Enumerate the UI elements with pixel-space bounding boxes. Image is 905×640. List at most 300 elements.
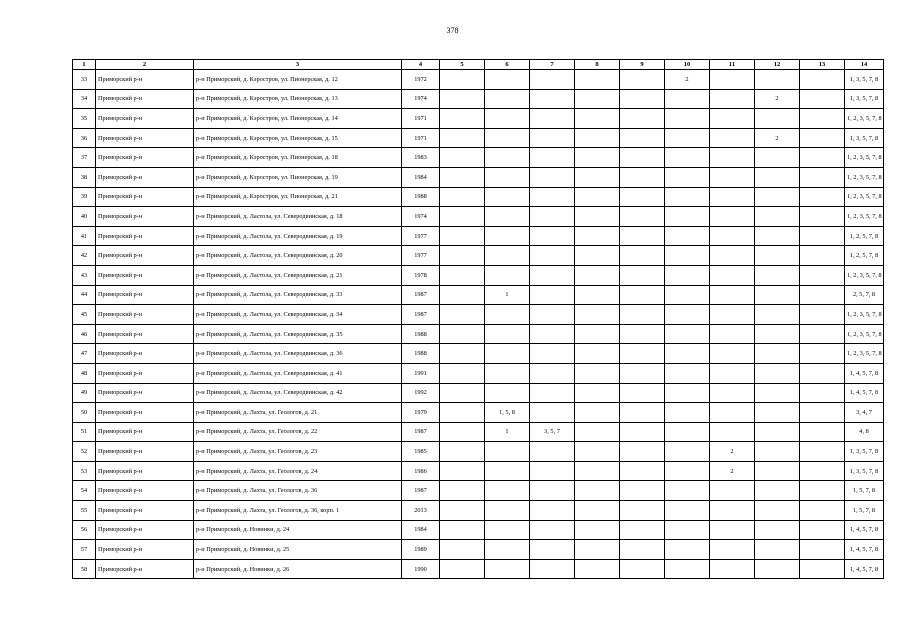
column-header-5: 5 [440, 60, 485, 70]
table-cell-col-9 [620, 89, 665, 109]
table-cell-col-8 [575, 559, 620, 579]
table-cell-col-11: 2 [710, 442, 755, 462]
table-cell-col-12 [755, 70, 800, 90]
table-cell-col-3: р-н Приморский, д. Ластола, ул. Северодвинская, д. 20 [194, 246, 402, 266]
table-cell-col-12 [755, 383, 800, 403]
table-cell-col-13 [800, 246, 845, 266]
table-cell-col-7 [530, 89, 575, 109]
table-cell-col-13 [800, 265, 845, 285]
table-cell-col-3: р-н Приморский, д. Новинки, д. 24 [194, 520, 402, 540]
table-cell-col-12 [755, 187, 800, 207]
table-row [73, 285, 884, 305]
table-cell-col-6 [485, 442, 530, 462]
table-cell-col-10 [665, 89, 710, 109]
table-cell-col-8 [575, 128, 620, 148]
table-cell-col-4: 1971 [402, 128, 440, 148]
table-cell-col-8 [575, 187, 620, 207]
table-cell-col-1: 53 [73, 461, 96, 481]
table-row [73, 383, 884, 403]
table-cell-col-9 [620, 422, 665, 442]
column-header-14: 14 [845, 60, 884, 70]
table-cell-col-5 [440, 265, 485, 285]
table-cell-col-7 [530, 461, 575, 481]
table-row [73, 109, 884, 129]
table-cell-col-5 [440, 246, 485, 266]
table-cell-col-9 [620, 520, 665, 540]
table-cell-col-3: р-н Приморский, д. Лахта, ул. Геологов, д. 21 [194, 403, 402, 423]
table-cell-col-1: 50 [73, 403, 96, 423]
table-cell-col-6 [485, 501, 530, 521]
table-cell-col-10 [665, 344, 710, 364]
table-cell-col-8 [575, 226, 620, 246]
table-cell-col-11 [710, 363, 755, 383]
table-cell-col-14: 1, 2, 3, 5, 7, 8 [845, 265, 884, 285]
table-cell-col-8 [575, 461, 620, 481]
table-cell-col-13 [800, 422, 845, 442]
table-cell-col-11 [710, 481, 755, 501]
table-cell-col-7 [530, 207, 575, 227]
table-cell-col-13 [800, 167, 845, 187]
table-cell-col-5 [440, 167, 485, 187]
table-cell-col-1: 58 [73, 559, 96, 579]
table-cell-col-9 [620, 246, 665, 266]
table-cell-col-1: 37 [73, 148, 96, 168]
table-cell-col-11 [710, 383, 755, 403]
table-cell-col-2: Приморский р-н [96, 128, 194, 148]
table-cell-col-5 [440, 461, 485, 481]
table-cell-col-6 [485, 128, 530, 148]
table-row [73, 246, 884, 266]
table-cell-col-5 [440, 207, 485, 227]
table-cell-col-2: Приморский р-н [96, 109, 194, 129]
table-cell-col-4: 1985 [402, 442, 440, 462]
table-cell-col-12 [755, 481, 800, 501]
table-cell-col-10 [665, 187, 710, 207]
table-cell-col-12: 2 [755, 89, 800, 109]
table-cell-col-7 [530, 324, 575, 344]
table-cell-col-5 [440, 305, 485, 325]
table-cell-col-11 [710, 89, 755, 109]
table-cell-col-10 [665, 422, 710, 442]
table-cell-col-1: 48 [73, 363, 96, 383]
table-cell-col-1: 45 [73, 305, 96, 325]
table-cell-col-14: 1, 3, 5, 7, 8 [845, 128, 884, 148]
table-cell-col-4: 1990 [402, 559, 440, 579]
table-cell-col-6 [485, 559, 530, 579]
table-cell-col-7 [530, 246, 575, 266]
table-cell-col-12 [755, 344, 800, 364]
table-row [73, 442, 884, 462]
table-cell-col-13 [800, 559, 845, 579]
table-cell-col-9 [620, 207, 665, 227]
table-cell-col-4: 1987 [402, 285, 440, 305]
housing-table [72, 59, 884, 579]
table-cell-col-14: 1, 5, 7, 8 [845, 501, 884, 521]
table-cell-col-1: 52 [73, 442, 96, 462]
table-cell-col-10 [665, 403, 710, 423]
table-cell-col-11 [710, 285, 755, 305]
table-row [73, 128, 884, 148]
table-cell-col-12 [755, 324, 800, 344]
table-cell-col-8 [575, 89, 620, 109]
table-cell-col-8 [575, 422, 620, 442]
column-header-2: 2 [96, 60, 194, 70]
table-cell-col-12 [755, 461, 800, 481]
table-cell-col-9 [620, 148, 665, 168]
table-cell-col-8 [575, 442, 620, 462]
table-cell-col-7 [530, 403, 575, 423]
table-cell-col-3: р-н Приморский, д. Ластола, ул. Северодвинская, д. 33 [194, 285, 402, 305]
table-cell-col-1: 49 [73, 383, 96, 403]
table-cell-col-3: р-н Приморский, д. Лахта, ул. Геологов, д. 22 [194, 422, 402, 442]
table-cell-col-3: р-н Приморский, д. Ластола, ул. Северодвинская, д. 19 [194, 226, 402, 246]
table-cell-col-8 [575, 109, 620, 129]
table-cell-col-2: Приморский р-н [96, 148, 194, 168]
table-cell-col-3: р-н Приморский, д. Ластола, ул. Северодвинская, д. 35 [194, 324, 402, 344]
table-cell-col-11 [710, 403, 755, 423]
table-cell-col-14: 1, 4, 5, 7, 8 [845, 383, 884, 403]
table-cell-col-3: р-н Приморский, д. Ластола, ул. Северодвинская, д. 34 [194, 305, 402, 325]
table-cell-col-2: Приморский р-н [96, 363, 194, 383]
table-cell-col-5 [440, 520, 485, 540]
table-cell-col-4: 1983 [402, 148, 440, 168]
table-cell-col-5 [440, 187, 485, 207]
table-cell-col-1: 43 [73, 265, 96, 285]
table-cell-col-10 [665, 520, 710, 540]
table-row [73, 363, 884, 383]
table-cell-col-10 [665, 540, 710, 560]
table-cell-col-11 [710, 226, 755, 246]
table-row [73, 344, 884, 364]
table-cell-col-12 [755, 403, 800, 423]
table-cell-col-9 [620, 403, 665, 423]
table-cell-col-2: Приморский р-н [96, 540, 194, 560]
table-cell-col-11 [710, 167, 755, 187]
table-cell-col-7: 3, 5, 7 [530, 422, 575, 442]
table-cell-col-6: 1, 5, 8 [485, 403, 530, 423]
table-cell-col-14: 1, 4, 5, 7, 8 [845, 520, 884, 540]
table-cell-col-5 [440, 148, 485, 168]
table-cell-col-2: Приморский р-н [96, 305, 194, 325]
table-cell-col-14: 3, 4, 7 [845, 403, 884, 423]
table-cell-col-6: 1 [485, 285, 530, 305]
table-cell-col-8 [575, 501, 620, 521]
table-cell-col-5 [440, 501, 485, 521]
table-cell-col-8 [575, 363, 620, 383]
table-cell-col-10 [665, 226, 710, 246]
table-cell-col-7 [530, 285, 575, 305]
table-cell-col-9 [620, 363, 665, 383]
table-cell-col-6: 1 [485, 422, 530, 442]
table-cell-col-5 [440, 403, 485, 423]
table-cell-col-8 [575, 403, 620, 423]
table-cell-col-14: 1, 2, 5, 7, 8 [845, 226, 884, 246]
table-cell-col-7 [530, 109, 575, 129]
table-cell-col-3: р-н Приморский, д. Лахта, ул. Геологов, д. 23 [194, 442, 402, 462]
column-header-1: 1 [73, 60, 96, 70]
table-cell-col-2: Приморский р-н [96, 187, 194, 207]
table-cell-col-7 [530, 501, 575, 521]
table-cell-col-4: 1988 [402, 324, 440, 344]
table-cell-col-12 [755, 109, 800, 129]
table-cell-col-10 [665, 265, 710, 285]
table-cell-col-4: 1991 [402, 363, 440, 383]
table-cell-col-5 [440, 540, 485, 560]
table-cell-col-6 [485, 344, 530, 364]
column-header-13: 13 [800, 60, 845, 70]
table-cell-col-13 [800, 520, 845, 540]
table-body [73, 70, 884, 579]
table-cell-col-12 [755, 540, 800, 560]
table-cell-col-4: 1978 [402, 265, 440, 285]
table-cell-col-1: 47 [73, 344, 96, 364]
table-cell-col-8 [575, 324, 620, 344]
table-cell-col-3: р-н Приморский, д. Ластола, ул. Северодвинская, д. 36 [194, 344, 402, 364]
table-cell-col-12 [755, 305, 800, 325]
table-cell-col-8 [575, 285, 620, 305]
table-cell-col-9 [620, 285, 665, 305]
table-row [73, 167, 884, 187]
table-cell-col-10: 2 [665, 70, 710, 90]
table-cell-col-4: 1988 [402, 344, 440, 364]
table-cell-col-1: 41 [73, 226, 96, 246]
table-cell-col-9 [620, 540, 665, 560]
table-cell-col-13 [800, 226, 845, 246]
table-cell-col-2: Приморский р-н [96, 344, 194, 364]
table-cell-col-9 [620, 226, 665, 246]
table-cell-col-4: 2013 [402, 501, 440, 521]
table-cell-col-7 [530, 265, 575, 285]
table-cell-col-1: 40 [73, 207, 96, 227]
table-cell-col-2: Приморский р-н [96, 481, 194, 501]
table-cell-col-10 [665, 363, 710, 383]
table-cell-col-8 [575, 167, 620, 187]
table-cell-col-2: Приморский р-н [96, 422, 194, 442]
table-cell-col-3: р-н Приморский, д. Ластола, ул. Северодвинская, д. 41 [194, 363, 402, 383]
table-cell-col-9 [620, 383, 665, 403]
table-cell-col-6 [485, 305, 530, 325]
table-cell-col-3: р-н Приморский, д. Лахта, ул. Геологов, д. 36, корп. 1 [194, 501, 402, 521]
table-cell-col-3: р-н Приморский, д. Ластола, ул. Северодвинская, д. 42 [194, 383, 402, 403]
table-cell-col-11 [710, 128, 755, 148]
table-cell-col-5 [440, 70, 485, 90]
table-cell-col-11 [710, 246, 755, 266]
table-cell-col-6 [485, 363, 530, 383]
column-header-8: 8 [575, 60, 620, 70]
table-cell-col-3: р-н Приморский, д. Кэростров, ул. Пионерская, д. 21 [194, 187, 402, 207]
table-cell-col-13 [800, 207, 845, 227]
table-cell-col-8 [575, 246, 620, 266]
table-cell-col-2: Приморский р-н [96, 285, 194, 305]
table-cell-col-13 [800, 128, 845, 148]
table-cell-col-12 [755, 226, 800, 246]
table-cell-col-11 [710, 559, 755, 579]
table-row [73, 207, 884, 227]
table-cell-col-1: 33 [73, 70, 96, 90]
table-cell-col-9 [620, 324, 665, 344]
table-cell-col-12 [755, 265, 800, 285]
table-cell-col-13 [800, 109, 845, 129]
column-header-3: 3 [194, 60, 402, 70]
table-cell-col-11 [710, 540, 755, 560]
table-cell-col-5 [440, 324, 485, 344]
table-cell-col-2: Приморский р-н [96, 403, 194, 423]
table-cell-col-3: р-н Приморский, д. Кэростров, ул. Пионерская, д. 18 [194, 148, 402, 168]
table-row [73, 403, 884, 423]
table-cell-col-10 [665, 461, 710, 481]
table-cell-col-13 [800, 187, 845, 207]
table-cell-col-13 [800, 344, 845, 364]
table-cell-col-9 [620, 481, 665, 501]
table-cell-col-13 [800, 403, 845, 423]
table-cell-col-4: 1979 [402, 403, 440, 423]
table-row [73, 481, 884, 501]
table-cell-col-5 [440, 383, 485, 403]
table-cell-col-7 [530, 481, 575, 501]
table-cell-col-3: р-н Приморский, д. Ластола, ул. Северодвинская, д. 18 [194, 207, 402, 227]
table-cell-col-2: Приморский р-н [96, 383, 194, 403]
table-cell-col-1: 38 [73, 167, 96, 187]
table-cell-col-7 [530, 559, 575, 579]
table-cell-col-13 [800, 285, 845, 305]
table-cell-col-2: Приморский р-н [96, 559, 194, 579]
table-cell-col-2: Приморский р-н [96, 226, 194, 246]
table-cell-col-7 [530, 70, 575, 90]
table-cell-col-10 [665, 442, 710, 462]
table-cell-col-1: 56 [73, 520, 96, 540]
table-cell-col-4: 1971 [402, 109, 440, 129]
table-cell-col-8 [575, 383, 620, 403]
table-row [73, 226, 884, 246]
table-cell-col-7 [530, 167, 575, 187]
table-cell-col-9 [620, 109, 665, 129]
table-row [73, 520, 884, 540]
table-cell-col-12 [755, 501, 800, 521]
table-cell-col-8 [575, 207, 620, 227]
table-cell-col-10 [665, 167, 710, 187]
table-row [73, 501, 884, 521]
column-header-6: 6 [485, 60, 530, 70]
table-cell-col-10 [665, 481, 710, 501]
table-cell-col-6 [485, 89, 530, 109]
table-cell-col-10 [665, 246, 710, 266]
table-header-row [73, 60, 884, 70]
table-cell-col-14: 1, 2, 3, 5, 7, 8 [845, 187, 884, 207]
table-cell-col-13 [800, 461, 845, 481]
table-cell-col-12: 2 [755, 128, 800, 148]
table-cell-col-6 [485, 207, 530, 227]
table-cell-col-11 [710, 187, 755, 207]
table-cell-col-14: 1, 2, 3, 5, 7, 8 [845, 148, 884, 168]
table-cell-col-14: 1, 3, 5, 7, 8 [845, 442, 884, 462]
table-cell-col-6 [485, 109, 530, 129]
table-row [73, 461, 884, 481]
table-cell-col-6 [485, 324, 530, 344]
table-cell-col-4: 1987 [402, 422, 440, 442]
table-cell-col-7 [530, 344, 575, 364]
column-header-11: 11 [710, 60, 755, 70]
table-cell-col-9 [620, 344, 665, 364]
table-cell-col-4: 1977 [402, 226, 440, 246]
table-cell-col-5 [440, 422, 485, 442]
table-row [73, 265, 884, 285]
table-cell-col-2: Приморский р-н [96, 461, 194, 481]
table-row [73, 305, 884, 325]
table-cell-col-5 [440, 344, 485, 364]
table-cell-col-12 [755, 246, 800, 266]
table-cell-col-11 [710, 265, 755, 285]
table-cell-col-10 [665, 109, 710, 129]
table-cell-col-6 [485, 187, 530, 207]
column-header-9: 9 [620, 60, 665, 70]
table-cell-col-7 [530, 148, 575, 168]
table-cell-col-7 [530, 442, 575, 462]
table-cell-col-11 [710, 344, 755, 364]
table-cell-col-14: 1, 3, 5, 7, 8 [845, 89, 884, 109]
table-cell-col-14: 1, 2, 3, 5, 7, 8 [845, 167, 884, 187]
table-row [73, 559, 884, 579]
table-cell-col-13 [800, 501, 845, 521]
table-cell-col-14: 1, 2, 3, 5, 7, 8 [845, 305, 884, 325]
table-cell-col-5 [440, 128, 485, 148]
table-cell-col-13 [800, 442, 845, 462]
table-cell-col-13 [800, 70, 845, 90]
table-cell-col-11 [710, 70, 755, 90]
table-cell-col-4: 1977 [402, 246, 440, 266]
table-cell-col-9 [620, 70, 665, 90]
table-cell-col-1: 57 [73, 540, 96, 560]
table-cell-col-12 [755, 520, 800, 540]
table-row [73, 70, 884, 90]
table-cell-col-8 [575, 481, 620, 501]
table-cell-col-8 [575, 344, 620, 364]
table-cell-col-14: 1, 2, 5, 7, 8 [845, 246, 884, 266]
table-cell-col-5 [440, 89, 485, 109]
table-cell-col-14: 1, 4, 5, 7, 8 [845, 540, 884, 560]
table-cell-col-1: 55 [73, 501, 96, 521]
table-cell-col-6 [485, 246, 530, 266]
table-row [73, 540, 884, 560]
table-cell-col-2: Приморский р-н [96, 167, 194, 187]
table-cell-col-6 [485, 265, 530, 285]
table-cell-col-5 [440, 481, 485, 501]
table-cell-col-1: 36 [73, 128, 96, 148]
table-cell-col-2: Приморский р-н [96, 501, 194, 521]
table-cell-col-7 [530, 305, 575, 325]
table-cell-col-5 [440, 559, 485, 579]
table-cell-col-10 [665, 207, 710, 227]
table-cell-col-4: 1987 [402, 305, 440, 325]
table-cell-col-10 [665, 559, 710, 579]
table-cell-col-9 [620, 442, 665, 462]
table-cell-col-14: 1, 3, 5, 7, 8 [845, 70, 884, 90]
table-cell-col-14: 1, 2, 3, 5, 7, 8 [845, 109, 884, 129]
table-cell-col-10 [665, 148, 710, 168]
table-cell-col-3: р-н Приморский, д. Ластола, ул. Северодвинская, д. 21 [194, 265, 402, 285]
table-cell-col-7 [530, 187, 575, 207]
table-cell-col-3: р-н Приморский, д. Кэростров, ул. Пионерская, д. 13 [194, 89, 402, 109]
table-cell-col-13 [800, 540, 845, 560]
table-cell-col-8 [575, 540, 620, 560]
table-cell-col-11 [710, 501, 755, 521]
table-cell-col-14: 1, 3, 5, 7, 8 [845, 461, 884, 481]
table-cell-col-3: р-н Приморский, д. Новинки, д. 25 [194, 540, 402, 560]
table-cell-col-5 [440, 363, 485, 383]
table-cell-col-9 [620, 501, 665, 521]
table-cell-col-2: Приморский р-н [96, 207, 194, 227]
table-cell-col-2: Приморский р-н [96, 442, 194, 462]
table-cell-col-8 [575, 70, 620, 90]
